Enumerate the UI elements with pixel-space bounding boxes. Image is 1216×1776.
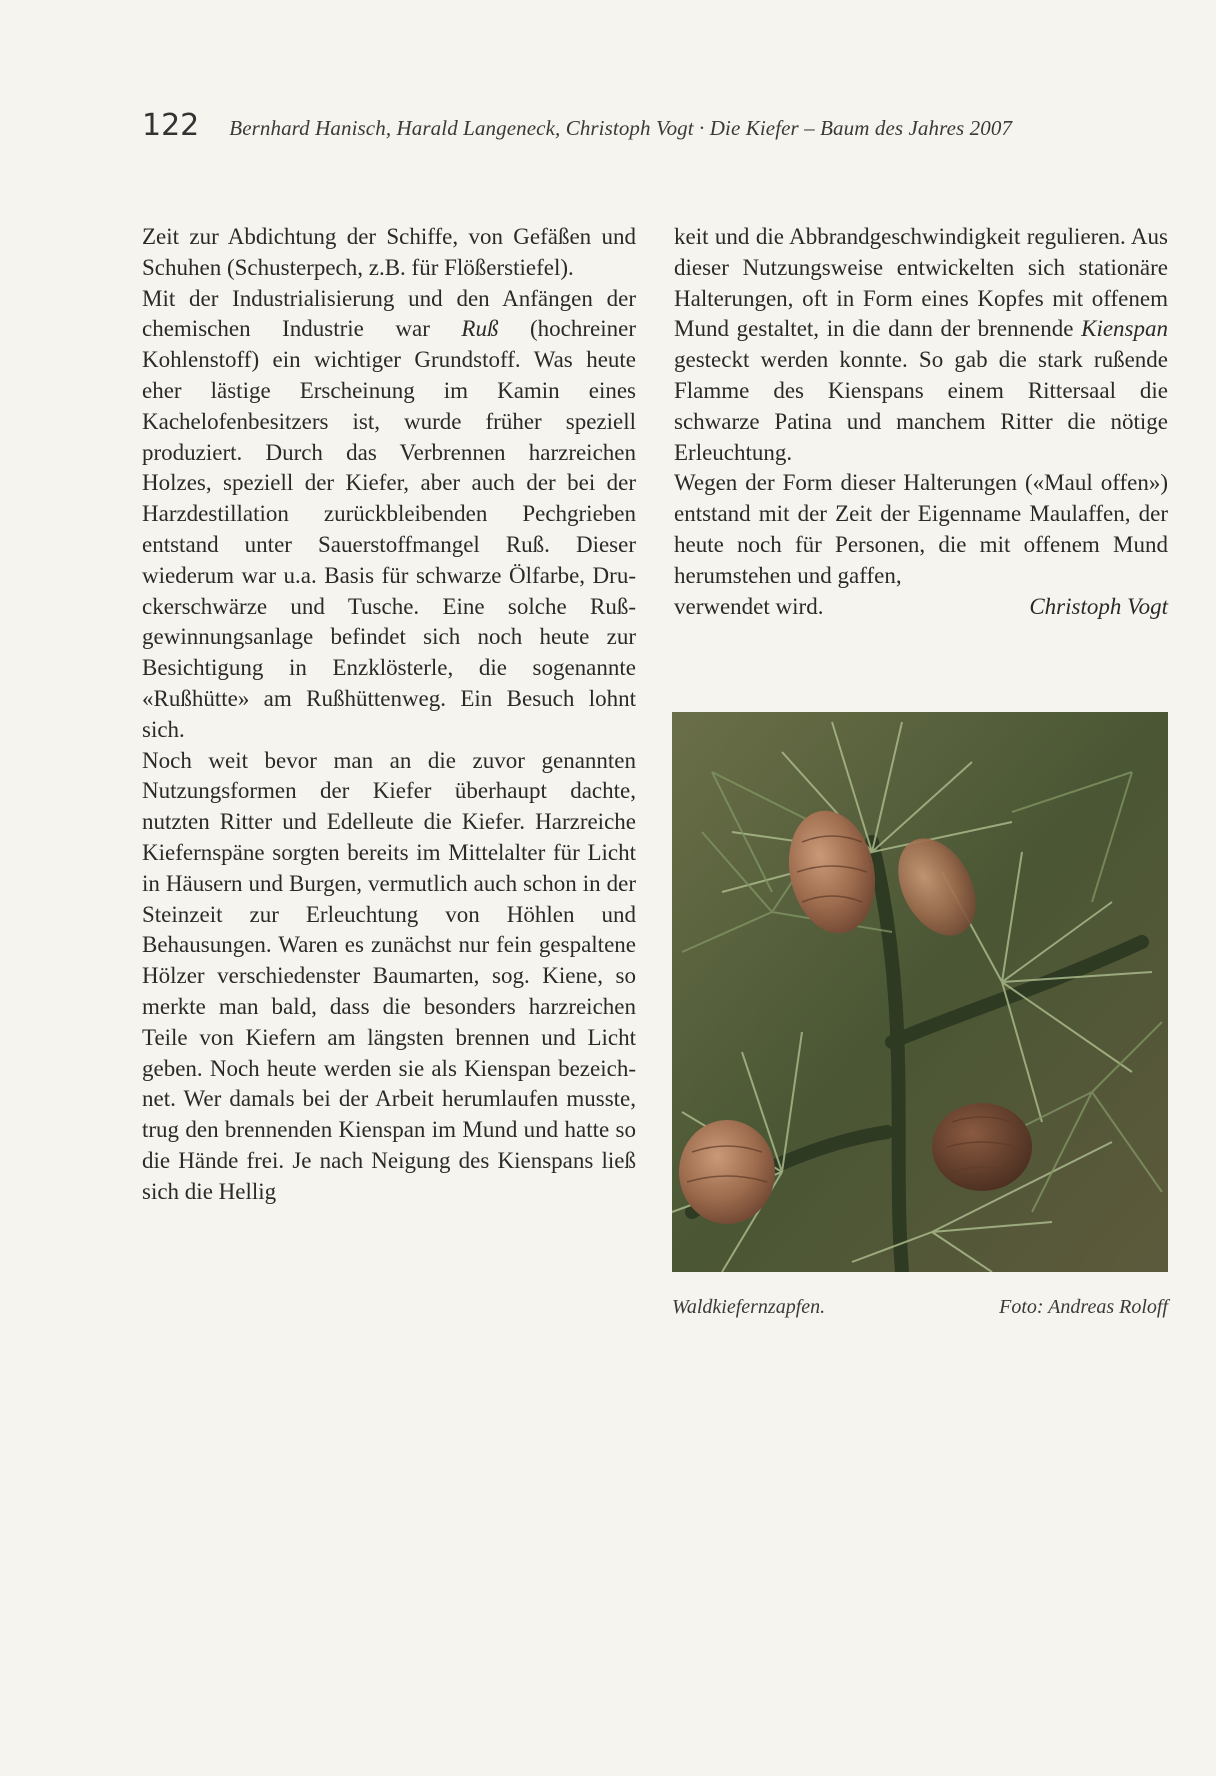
emphasis-kienspan: Kienspan (1081, 316, 1168, 342)
paragraph-2 (142, 284, 636, 746)
paragraph-5: Wegen der Form dieser Halterungen («Maul offen») entstand mit der Zeit der Eigenname Maulaffen, der heute noch für Personen, die mit offenem Mund herumstehen und gaffen, (674, 470, 1168, 588)
page-number: 122 (142, 108, 200, 143)
caption-text: Waldkiefernzapfen. (672, 1296, 826, 1318)
photo-credit: Foto: Andreas Roloff (999, 1296, 1168, 1318)
paragraph-2-start: Mit der Industrialisierung und den Anfängen der chemischen Industrie war (142, 285, 636, 342)
left-column (142, 222, 636, 1208)
running-title: Bernhard Hanisch, Harald Langeneck, Christoph Vogt · Die Kiefer – Baum des Jahres 2007 (229, 116, 1013, 140)
running-head (142, 108, 1122, 156)
figure-caption (672, 1296, 1168, 1319)
paragraph-4-rest: gesteckt werden konnte. So gab die stark rußende Flamme des Kienspans einem Rittersaal die schwarze Patina und manchem Ritter die nötige Erleuchtung. (674, 347, 1168, 465)
pine-cone-photo (672, 712, 1168, 1272)
author-line (674, 592, 1168, 623)
emphasis-russ: Ruß (461, 316, 499, 342)
paragraph-5-end: verwendet wird. (674, 593, 824, 619)
author-signature: Christoph Vogt (1029, 593, 1168, 619)
pine-branch-illustration (672, 712, 1168, 1272)
paragraph-1: Zeit zur Abdichtung der Schiffe, von Gefäßen und Schuhen (Schusterpech, z.B. für Flößerstiefel). (142, 224, 636, 280)
paragraph-2-rest: (hochreiner Kohlenstoff) ein wichtiger Grundstoff. Was heute eher lästige Erscheinung im Kamin eines Kachelofenbesitzers ist, wurde früher speziell produziert. Durch das Verbrennen harzreichen Holzes, speziell der Kiefer, aber auch der bei der Harzdestillation zurückbleibenden Pechgrieben entstand unter Sauerstoffmangel Ruß. Dieser wiederum war u.a. Basis für schwarze Ölfarbe, Druckerschwärze und Tusche. Eine solche Rußgewinnungsanlage befindet sich noch heute zur Besichtigung in Enzklösterle, die sogenannte «Rußhütte» am Rußhüttenweg. Ein Besuch lohnt sich. (142, 316, 636, 742)
paragraph-4 (674, 222, 1168, 468)
right-column (674, 222, 1168, 622)
paragraph-3: Noch weit bevor man an die zuvor genannten Nutzungsformen der Kiefer überhaupt dachte, nutzten Ritter und Edelleute die Kiefer. Harzreiche Kiefernspäne sorgten bereits im Mittelalter für Licht in Häusern und Burgen, vermutlich auch schon in der Steinzeit zur Erleuchtung von Höhlen und Behausungen. Waren es zunächst nur fein gespaltene Hölzer verschiedenster Baumarten, sog. Kiene, so merkte man bald, dass die besonders harzreichen Teile von Kiefern am längsten brennen und Licht geben. Noch heute werden sie als Kienspan bezeichnet. Wer damals bei der Arbeit herumlaufen musste, trug den brennenden Kienspan im Mund und hatte so die Hände frei. Je nach Neigung des Kienspans ließ sich die Hellig (142, 747, 636, 1204)
paragraph-4-start: keit und die Abbrandgeschwindigkeit regulieren. Aus dieser Nutzungsweise entwickelten sich stationäre Halterungen, oft in Form eines Kopfes mit offenem Mund gestaltet, in die dann der brennende (674, 224, 1168, 342)
